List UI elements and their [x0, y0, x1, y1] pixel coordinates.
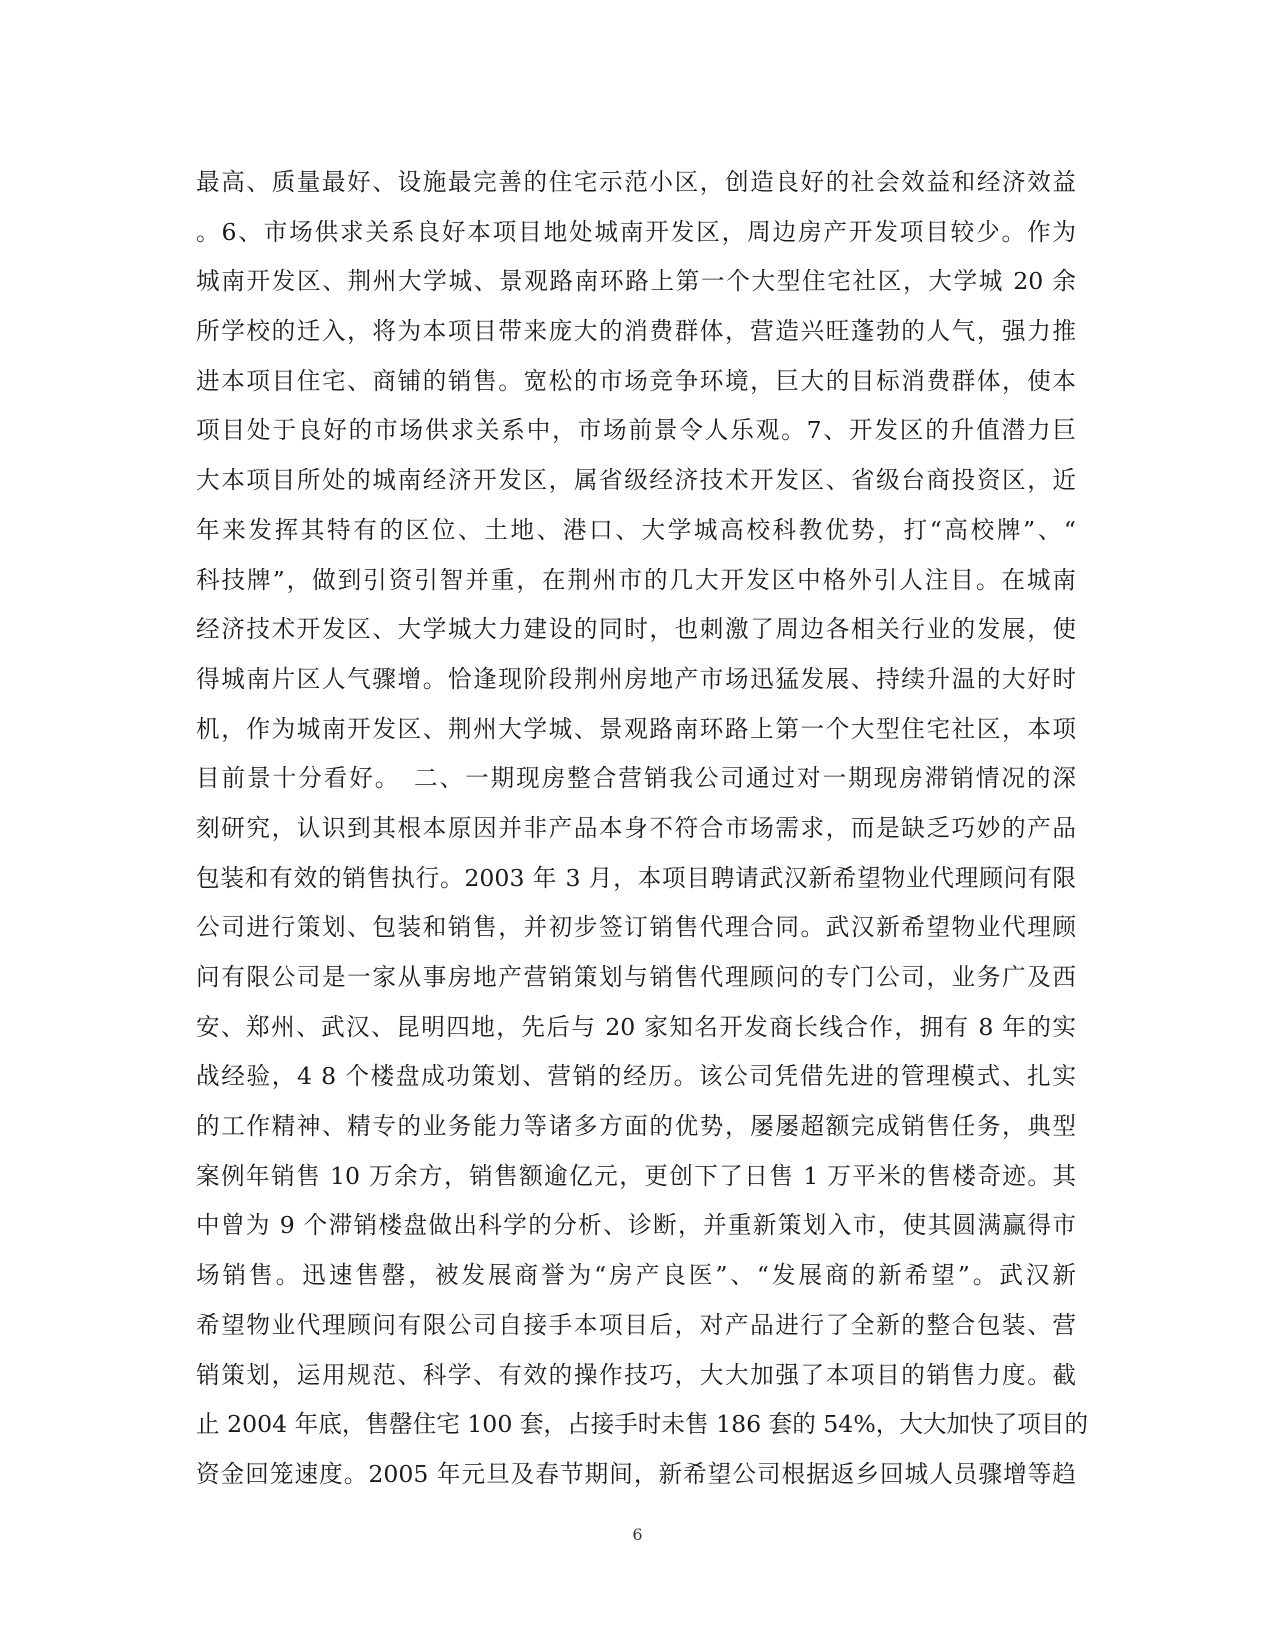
text-line: 年来发挥其特有的区位、土地、港口、大学城高校科教优势，打“高校牌”、“ [196, 515, 1076, 544]
text-line: 得城南片区人气骤增。恰逢现阶段荆州房地产市场迅猛发展、持续升温的大好时 [196, 664, 1076, 693]
text-line: 场销售。迅速售罄，被发展商誉为“房产良医”、“发展商的新希望”。武汉新 [196, 1261, 1076, 1290]
text-line: 大本项目所处的城南经济开发区，属省级经济技术开发区、省级台商投资区，近 [196, 466, 1076, 495]
text-line: 的工作精神、精专的业务能力等诸多方面的优势，屡屡超额完成销售任务，典型 [196, 1112, 1076, 1141]
text-line: 所学校的迁入，将为本项目带来庞大的消费群体，营造兴旺蓬勃的人气，强力推 [196, 317, 1076, 346]
text-line: 销策划，运用规范、科学、有效的操作技巧，大大加强了本项目的销售力度。截 [196, 1360, 1076, 1389]
text-line: 城南开发区、荆州大学城、景观路南环路上第一个大型住宅社区，大学城 20 余 [196, 267, 1076, 296]
text-line: 希望物业代理顾问有限公司自接手本项目后，对产品进行了全新的整合包装、营 [196, 1310, 1076, 1339]
text-line: 问有限公司是一家从事房地产营销策划与销售代理顾问的专门公司，业务广及西 [196, 963, 1076, 991]
text-line: 资金回笼速度。2005 年元旦及春节期间，新希望公司根据返乡回城人员骤增等趋 [196, 1459, 1076, 1488]
text-line: 中曾为 9 个滞销楼盘做出科学的分析、诊断，并重新策划入市，使其圆满赢得市 [196, 1211, 1076, 1240]
body-text [196, 158, 1089, 1500]
page-number: 6 [632, 1525, 643, 1544]
text-line: 止 2004 年底，售罄住宅 100 套，占接手时未售 186 套的 54%，大大加快了项目的 [196, 1410, 1089, 1439]
text-line: 项目处于良好的市场供求关系中，市场前景令人乐观。7、开发区的升值潜力巨 [196, 416, 1076, 445]
text-line: 包装和有效的销售执行。2003 年 3 月，本项目聘请武汉新希望物业代理顾问有限 [196, 863, 1076, 892]
text-line: 公司进行策划、包装和销售，并初步签订销售代理合同。武汉新希望物业代理顾 [196, 913, 1076, 942]
text-line: 案例年销售 10 万余方，销售额逾亿元，更创下了日售 1 万平米的售楼奇迹。其 [196, 1161, 1076, 1190]
text-line: 机，作为城南开发区、荆州大学城、景观路南环路上第一个大型住宅社区，本项 [196, 714, 1076, 743]
text-line: 经济技术开发区、大学城大力建设的同时，也刺激了周边各相关行业的发展，使 [196, 615, 1076, 644]
text-line: 进本项目住宅、商铺的销售。宽松的市场竞争环境，巨大的目标消费群体，使本 [196, 366, 1076, 395]
text-line: 。6、市场供求关系良好本项目地处城南开发区，周边房产开发项目较少。作为 [196, 217, 1076, 246]
text-line: 科技牌”，做到引资引智并重，在荆州市的几大开发区中格外引人注目。在城南 [196, 565, 1076, 594]
text-line: 战经验，4 8 个楼盘成功策划、营销的经历。该公司凭借先进的管理模式、扎实 [196, 1062, 1076, 1091]
text-line: 最高、质量最好、设施最完善的住宅示范小区，创造良好的社会效益和经济效益 [196, 168, 1076, 196]
text-line: 安、郑州、武汉、昆明四地，先后与 20 家知名开发商长线合作，拥有 8 年的实 [196, 1012, 1076, 1041]
text-line: 刻研究，认识到其根本原因并非产品本身不符合市场需求，而是缺乏巧妙的产品 [196, 813, 1076, 842]
text-line: 目前景十分看好。 二、一期现房整合营销我公司通过对一期现房滞销情况的深 [196, 764, 1076, 793]
